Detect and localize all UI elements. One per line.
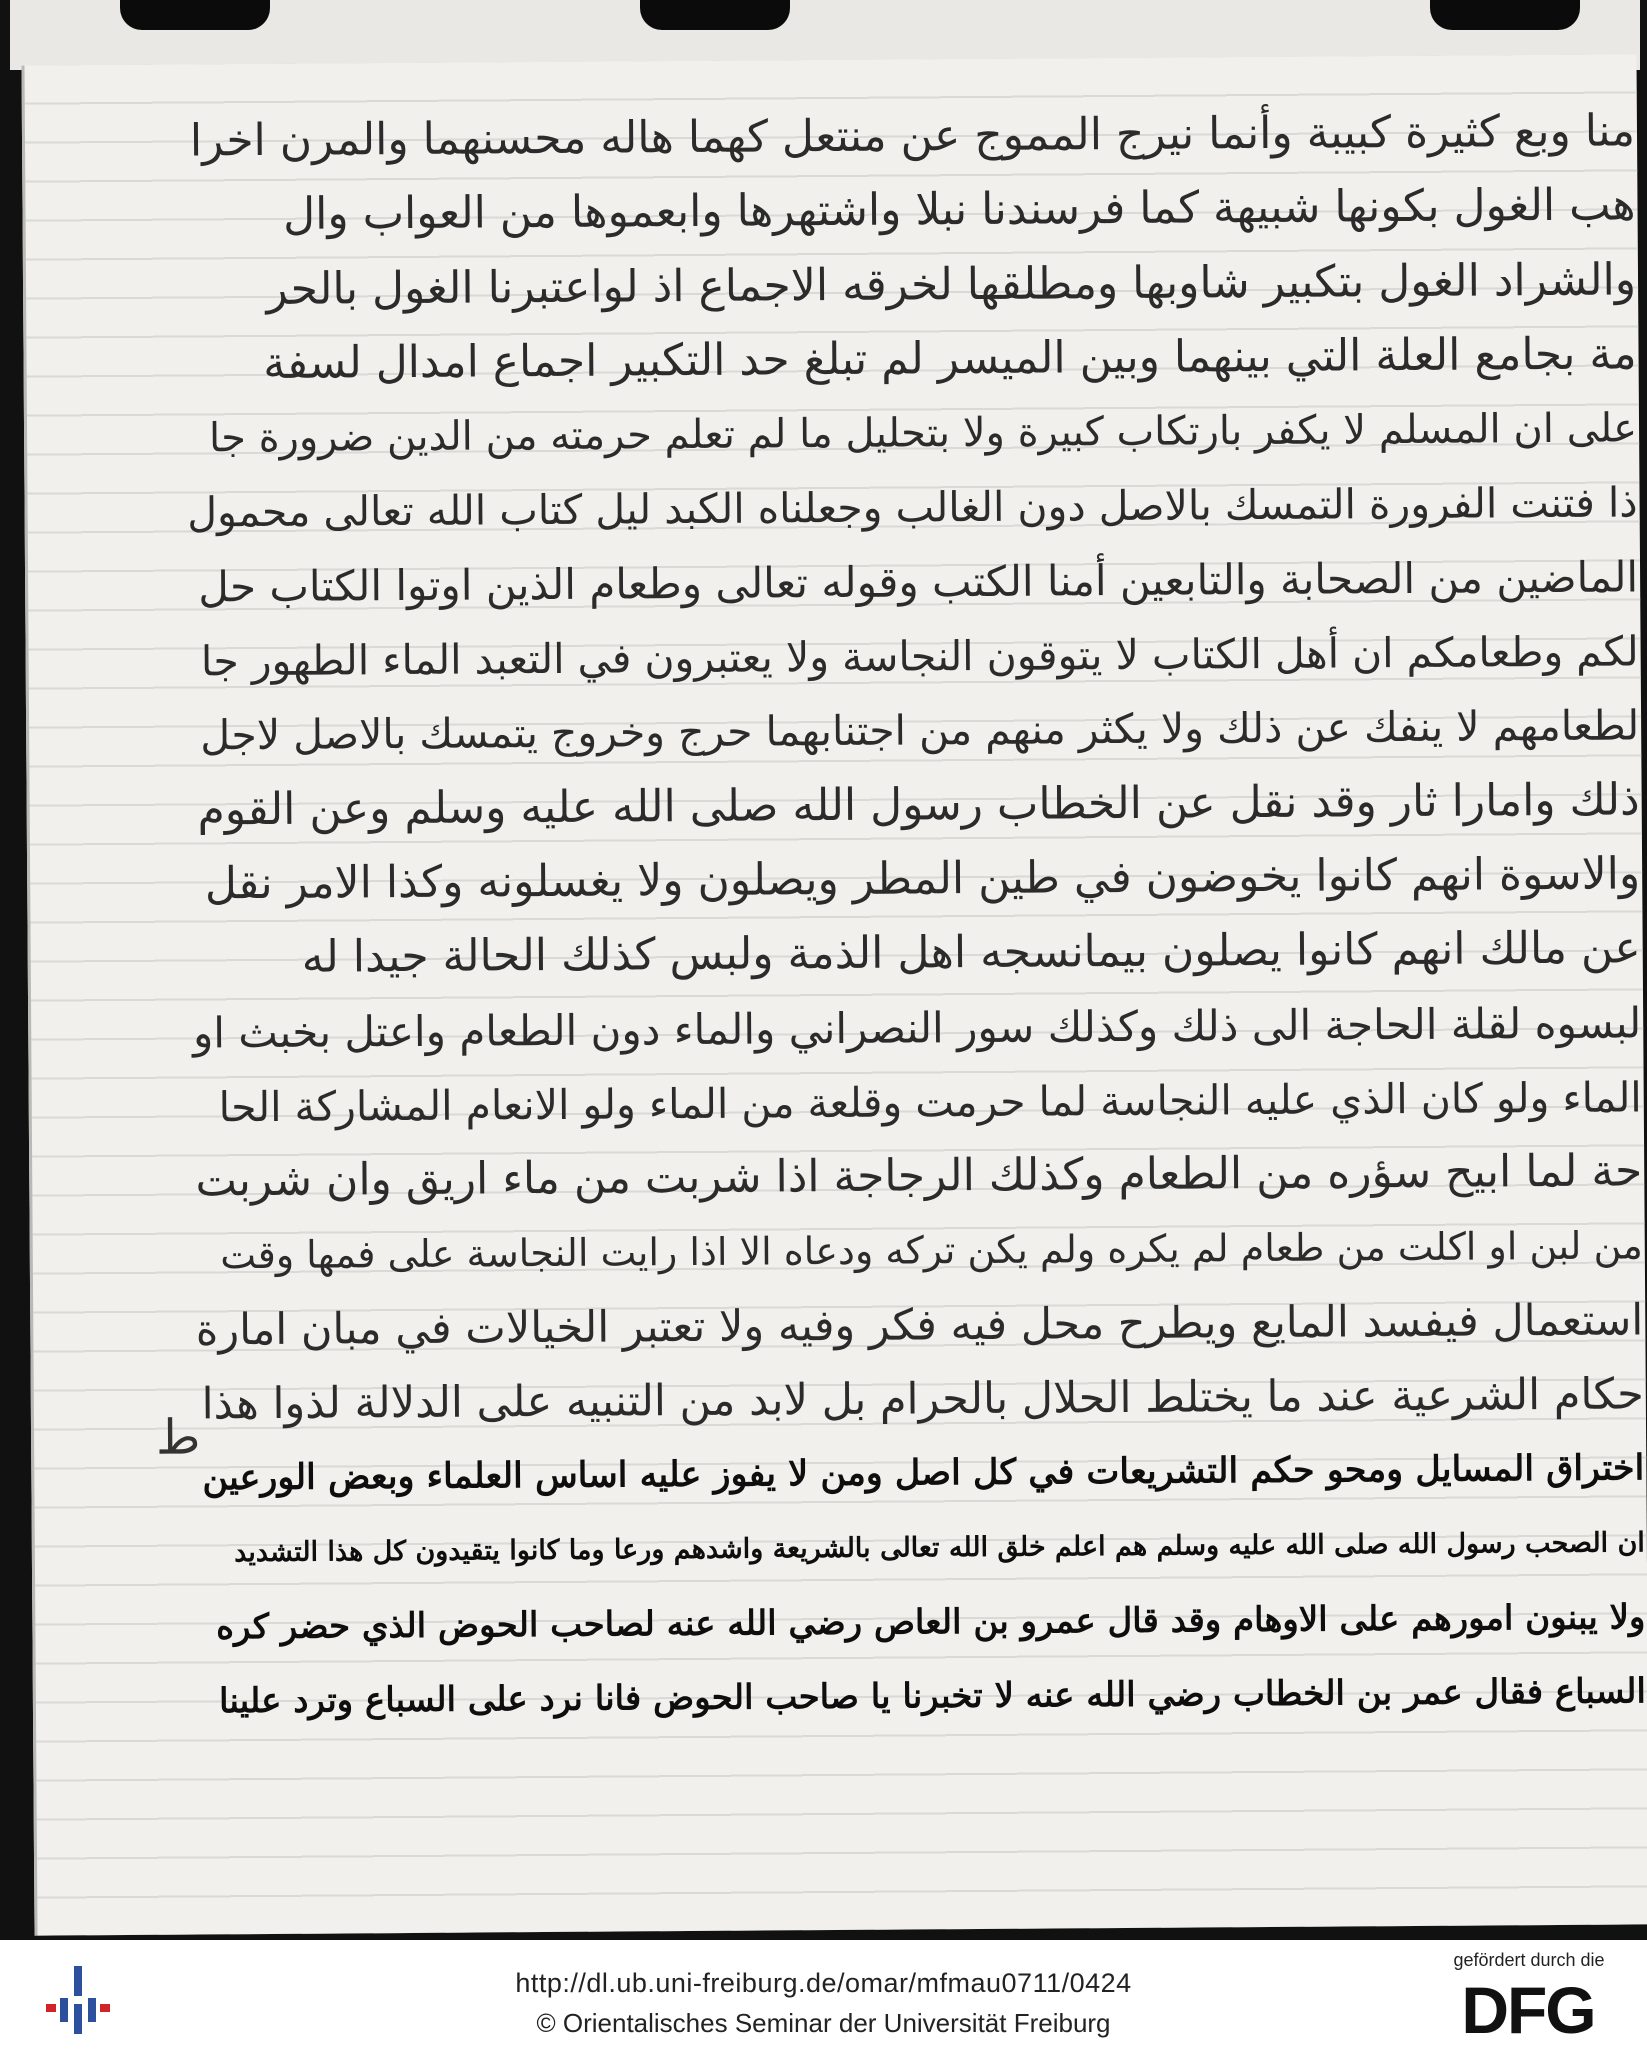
binding-hole-right: [1430, 0, 1580, 30]
manuscript-line: لبسوه لقلة الحاجة الى ذلك وكذلك سور النصراني والماء دون الطعام واعتل بخبث او: [192, 997, 1642, 1058]
manuscript-line: لكم وطعامكم ان أهل الكتاب لا يتوقون النجاسة ولا يعتبرون في التعبد الماء الطهور جا: [200, 627, 1639, 686]
funding-note: gefördert durch die: [1453, 1950, 1605, 1970]
binding-hole-center: [640, 0, 790, 30]
manuscript-line: والاسوة انهم كانوا يخوضون في طين المطر ويصلون ولا يغسلونه وكذا الامر نقل: [204, 848, 1641, 910]
binding-hole-left: [120, 0, 270, 30]
manuscript-line: استعمال فيفسد المايع ويطرح محل فيه فكر وفيه ولا تعتبر الخيالات في مبان امارة: [195, 1295, 1644, 1356]
manuscript-line: لطعامهم لا ينفك عن ذلك ولا يكثر منهم من اجتنابهما حرج وخروج يتمسك بالاصل لاجل: [200, 701, 1640, 760]
manuscript-line: الماضين من الصحابة والتابعين أمنا الكتب وقوله تعالى وطعام الذين اوتوا الكتاب حل: [198, 552, 1639, 612]
viewer-footer: [0, 1940, 1647, 2056]
manuscript-text: [185, 94, 1647, 1884]
manuscript-line: السباع فقال عمر بن الخطاب رضي الله عنه لا تخبرنا يا صاحب الحوض فانا نرد على السباع وترد علينا: [218, 1671, 1647, 1722]
manuscript-line: والشراد الغول بتكبير شاوبها ومطلقها لخرقه الاجماع اذ لواعتبرنا الغول بالحر: [266, 253, 1637, 315]
manuscript-line: منا وبع كثيرة كبيبة وأنما نيرج المموج عن منتعل كهما هاله محسنهما والمرن اخرا: [189, 105, 1636, 167]
manuscript-line: حكام الشرعية عند ما يختلط الحلال بالحرام بل لابد من التنبيه على الدلالة لذوا هذا: [201, 1369, 1644, 1430]
manuscript-page: [21, 54, 1647, 1935]
document-url-link[interactable]: http://dl.ub.uni-freiburg.de/omar/mfmau0711/0424: [515, 1968, 1132, 1998]
manuscript-line: هب الغول بكونها شبيهة كما فرسندنا نبلا واشتهرها وابعموها من العواب وال: [283, 179, 1636, 241]
manuscript-line: عن مالك انهم كانوا يصلون بيمانسجه اهل الذمة ولبس كذلك الحالة جيدا له: [301, 922, 1641, 983]
manuscript-line: الماء ولو كان الذي عليه النجاسة لما حرمت وقلعة من الماء ولو الانعام المشاركة الحا: [218, 1073, 1642, 1132]
copyright-text: © Orientalisches Seminar der Universität Freiburg: [536, 2008, 1111, 2038]
dfg-logo: DFG: [1461, 1973, 1595, 2047]
margin-mark: ط: [155, 1409, 201, 1466]
manuscript-line: مة بجامع العلة التي بينهما وبين الميسر لم تبلغ حد التكبير اجماع امدال لسفة: [263, 328, 1637, 389]
manuscript-line: ذا فتنت الفرورة التمسك بالاصل دون الغالب وجعلناه الكبد ليل كتاب الله تعالى محمول: [187, 478, 1638, 537]
manuscript-line: اختراق المسايل ومحو حكم التشريعات في كل اصل ومن لا يفوز عليه اساس العلماء وبعض الورعين: [202, 1447, 1645, 1499]
manuscript-line: حة لما ابيح سؤره من الطعام وكذلك الرجاجة اذا شربت من ماء اريق وان شربت: [195, 1145, 1643, 1207]
manuscript-line: ذلك وامارا ثار وقد نقل عن الخطاب رسول الله صلى الله عليه وسلم وعن القوم: [197, 774, 1640, 836]
manuscript-line: ولا يبنون امورهم على الاوهام وقد قال عمرو بن العاص رضي الله عنه لصاحب الحوض الذي حضر كره: [216, 1597, 1646, 1648]
manuscript-line: على ان المسلم لا يكفر بارتكاب كبيرة ولا بتحليل ما لم تعلم حرمته من الدين ضرورة جا: [208, 405, 1638, 462]
manuscript-line: ان الصحب رسول الله صلى الله عليه وسلم هم اعلم خلق الله تعالى بالشريعة واشدهم ورعا وما كانوا يتقيدون كل هذا التشديد: [234, 1527, 1645, 1568]
manuscript-line: من لبن او اكلت من طعام لم يكره ولم يكن تركه ودعاه الا اذا رايت النجاسة على فمها وقت: [220, 1223, 1643, 1278]
